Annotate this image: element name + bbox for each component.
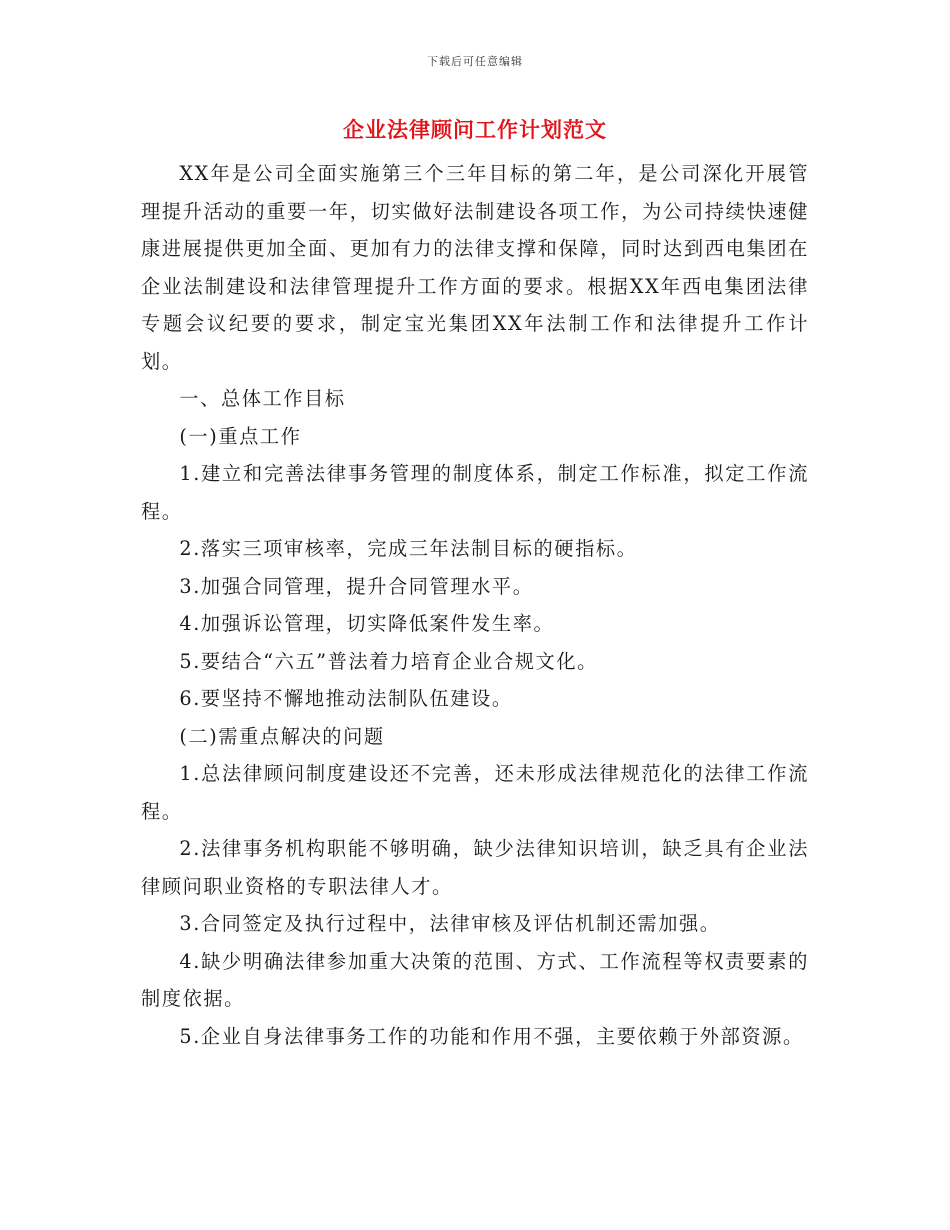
list-item-problem-4: 4.缺少明确法律参加重大决策的范围、方式、工作流程等权责要素的制度依据。 xyxy=(141,949,809,1010)
document-title: 企业法律顾问工作计划范文 xyxy=(343,117,607,142)
list-item-problem-1: 1.总法律顾问制度建设还不完善，还未形成法律规范化的法律工作流程。 xyxy=(141,762,809,823)
list-item-problem-2: 2.法律事务机构职能不够明确，缺少法律知识培训，缺乏具有企业法律顾问职业资格的专职法律人才。 xyxy=(141,837,809,898)
list-item-key-work-2: 2.落实三项审核率，完成三年法制目标的硬指标。 xyxy=(179,537,638,560)
list-item-key-work-3: 3.加强合同管理，提升合同管理水平。 xyxy=(179,574,534,598)
list-item-key-work-4: 4.加强诉讼管理，切实降低案件发生率。 xyxy=(179,612,555,635)
document-body xyxy=(141,155,809,1055)
section-heading-overall-goals: 一、总体工作目标 xyxy=(179,387,346,410)
list-item-key-work-5: 5.要结合“六五”普法着力培育企业合规文化。 xyxy=(179,649,598,673)
subsection-heading-key-problems: (二)需重点解决的问题 xyxy=(179,724,385,748)
list-item-problem-5: 5.企业自身法律事务工作的功能和作用不强，主要依赖于外部资源。 xyxy=(179,1024,804,1048)
header-note: 下载后可任意编辑 xyxy=(427,55,523,68)
list-item-key-work-1: 1.建立和完善法律事务管理的制度体系，制定工作标准，拟定工作流程。 xyxy=(141,462,809,523)
list-item-key-work-6: 6.要坚持不懈地推动法制队伍建设。 xyxy=(179,687,513,710)
list-item-problem-3: 3.合同签定及执行过程中，法律审核及评估机制还需加强。 xyxy=(179,912,721,935)
paragraph-intro: XX年是公司全面实施第三个三年目标的第二年，是公司深化开展管理提升活动的重要一年，切实做好法制建设各项工作，为公司持续快速健康进展提供更加全面、更加有力的法律支撑和保障，同时达到西电集团在企业法制建设和法律管理提升工作方面的要求。根据XX年西电集团法律专题会议纪要的要求，制定宝光集团XX年法制工作和法律提升工作计划。 xyxy=(141,162,809,373)
subsection-heading-key-work: (一)重点工作 xyxy=(179,424,302,448)
